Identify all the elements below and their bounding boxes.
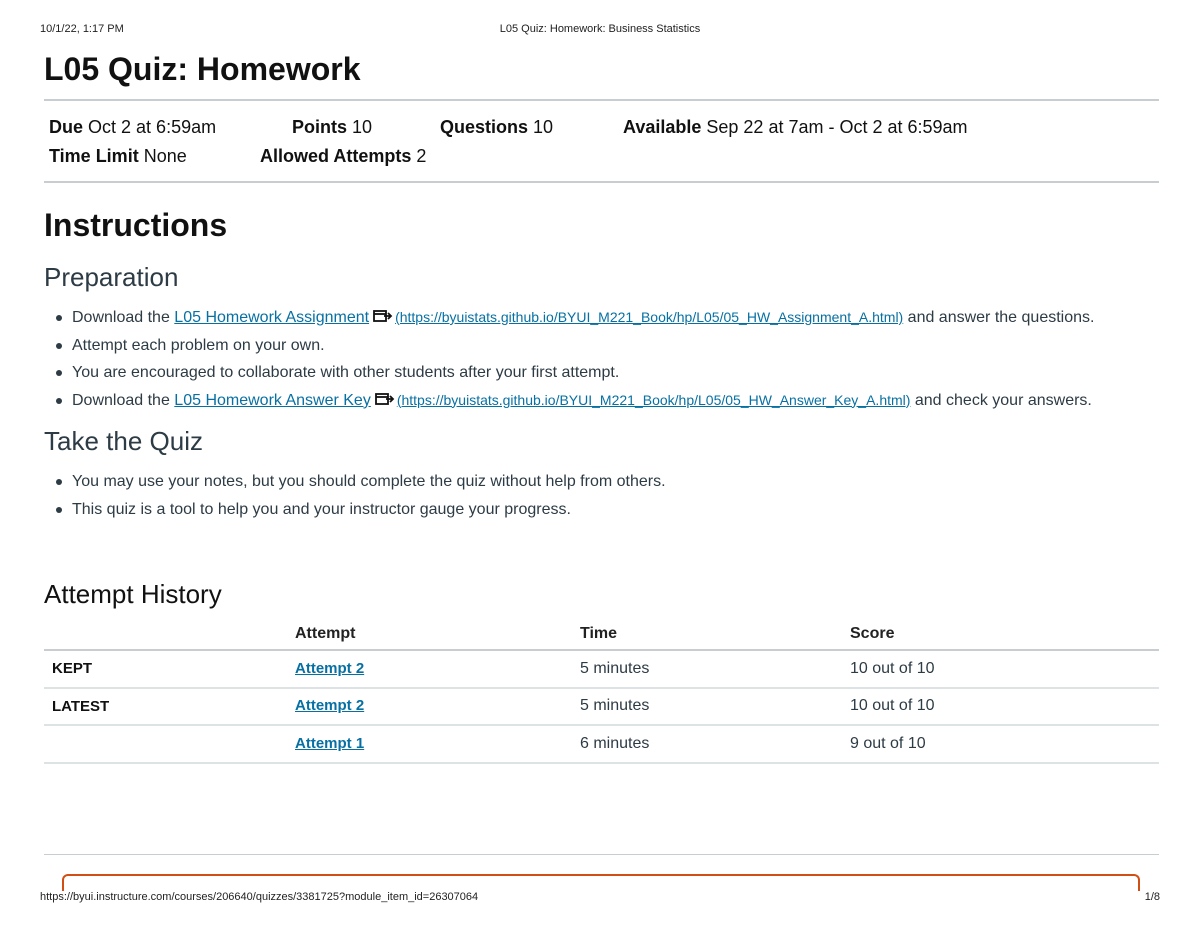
quiz-details <box>44 101 1159 181</box>
available-field <box>623 117 968 138</box>
list-item: You may use your notes, but you should complete the quiz without help from others. <box>44 468 1159 496</box>
attempt-cell <box>287 688 572 726</box>
due-value: Oct 2 at 6:59am <box>88 117 217 137</box>
points-value: 10 <box>352 117 373 137</box>
column-header <box>44 619 287 650</box>
due-label: Due <box>49 117 84 137</box>
attempt-history-heading: Attempt History <box>44 579 222 609</box>
print-document-title: L05 Quiz: Homework: Business Statistics <box>499 23 701 35</box>
divider <box>44 181 1159 183</box>
take-quiz-list <box>44 468 1159 523</box>
time-cell: 6 minutes <box>572 725 842 763</box>
item-text: and check your answers. <box>910 391 1092 409</box>
time-limit-field <box>49 146 187 167</box>
table-row <box>44 650 1159 688</box>
list-item <box>44 304 1159 332</box>
time-limit-value: None <box>143 146 187 166</box>
row-label <box>44 725 287 763</box>
answer-key-link[interactable]: L05 Homework Answer Key <box>174 391 371 409</box>
time-limit-label: Time Limit <box>49 146 139 166</box>
print-date: 10/1/22, 1:17 PM <box>40 23 124 35</box>
item-text: Download the <box>72 391 175 409</box>
list-item <box>44 387 1159 415</box>
questions-field <box>440 117 553 138</box>
print-footer <box>40 891 1160 905</box>
print-header <box>40 23 1160 37</box>
homework-assignment-link[interactable]: L05 Homework Assignment <box>174 309 370 326</box>
allowed-attempts-field <box>260 146 426 167</box>
due-field <box>49 117 216 138</box>
attempt-link[interactable]: Attempt 1 <box>295 734 365 752</box>
column-header-attempt: Attempt <box>287 619 572 650</box>
row-label: LATEST <box>44 688 287 726</box>
attempt-link[interactable]: Attempt 2 <box>295 659 365 677</box>
questions-value: 10 <box>533 117 554 137</box>
external-link-icon <box>373 309 393 323</box>
column-header-time: Time <box>572 619 842 650</box>
preparation-list <box>44 304 1159 414</box>
page-title: L05 Quiz: Homework <box>44 51 361 87</box>
score-cell: 9 out of 10 <box>842 725 1159 763</box>
item-text: and answer the questions. <box>903 309 1095 326</box>
instructions-heading: Instructions <box>44 207 228 243</box>
time-cell: 5 minutes <box>572 688 842 726</box>
points-label: Points <box>292 117 348 137</box>
allowed-attempts-value: 2 <box>416 146 427 166</box>
answer-key-url[interactable]: (https://byuistats.github.io/BYUI_M221_Book/hp/L05/05_HW_Answer_Key_A.html) <box>396 391 911 408</box>
table-row <box>44 688 1159 726</box>
points-field <box>292 117 372 138</box>
quiz-content <box>44 50 1159 764</box>
list-item: Attempt each problem on your own. <box>44 332 1159 360</box>
table-row <box>44 725 1159 763</box>
table-header-row <box>44 619 1159 650</box>
row-label: KEPT <box>44 650 287 688</box>
external-link-icon <box>375 392 395 406</box>
preparation-heading: Preparation <box>44 262 179 292</box>
attempt-cell <box>287 650 572 688</box>
attempt-cell <box>287 725 572 763</box>
column-header-score: Score <box>842 619 1159 650</box>
attempt-link[interactable]: Attempt 2 <box>295 697 365 715</box>
available-value: Sep 22 at 7am - Oct 2 at 6:59am <box>706 117 968 137</box>
divider <box>44 854 1159 855</box>
take-quiz-heading: Take the Quiz <box>44 426 203 456</box>
score-cell: 10 out of 10 <box>842 650 1159 688</box>
time-cell: 5 minutes <box>572 650 842 688</box>
allowed-attempts-label: Allowed Attempts <box>260 146 412 166</box>
list-item: You are encouraged to collaborate with other students after your first attempt. <box>44 359 1159 387</box>
print-url: https://byui.instructure.com/courses/206640/quizzes/3381725?module_item_id=26307064 <box>40 891 484 903</box>
available-label: Available <box>623 117 702 137</box>
item-text: Download the <box>72 309 175 326</box>
questions-label: Questions <box>440 117 529 137</box>
score-cell: 10 out of 10 <box>842 688 1159 726</box>
homework-assignment-url[interactable]: (https://byuistats.github.io/BYUI_M221_Book/hp/L05/05_HW_Assignment_A.html) <box>395 309 904 325</box>
attempt-history-table <box>44 619 1159 764</box>
list-item: This quiz is a tool to help you and your instructor gauge your progress. <box>44 496 1159 524</box>
page-number: 1/8 <box>1139 891 1160 903</box>
